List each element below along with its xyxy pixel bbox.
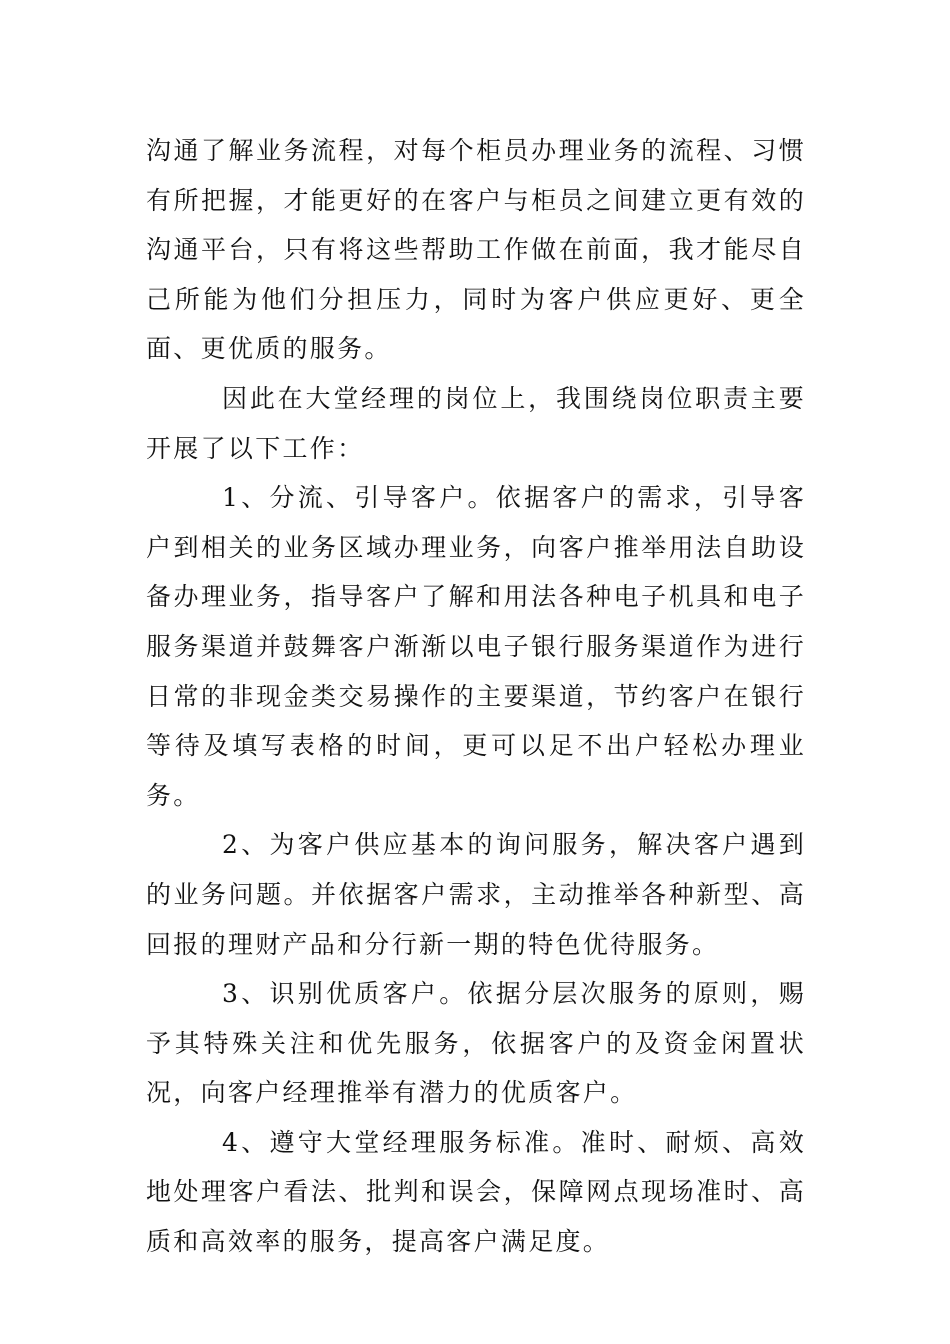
paragraph-continuation: 沟通了解业务流程，对每个柜员办理业务的流程、习惯有所把握，才能更好的在客户与柜员之间建立更有效的沟通平台，只有将这些帮助工作做在前面，我才能尽自己所能为他们分担压力，同时为客户供应更好、更全面、更优质的服务。 — [146, 136, 806, 364]
paragraph-item-3: 3、识别优质客户。依据分层次服务的原则，赐予其特殊关注和优先服务，依据客户的及资金闲置状况，向客户经理推举有潜力的优质客户。 — [146, 979, 806, 1108]
paragraph-item-2: 2、为客户供应基本的询问服务，解决客户遇到的业务问题。并依据客户需求，主动推举各种新型、高回报的理财产品和分行新一期的特色优待服务。 — [146, 830, 806, 959]
paragraph-item-4: 4、遵守大堂经理服务标准。准时、耐烦、高效地处理客户看法、批判和误会，保障网点现场准时、高质和高效率的服务，提高客户满足度。 — [146, 1127, 806, 1257]
paragraph-intro: 因此在大堂经理的岗位上，我围绕岗位职责主要开展了以下工作： — [146, 383, 806, 463]
document-body — [146, 126, 806, 1267]
paragraph-item-1: 1、分流、引导客户。依据客户的需求，引导客户到相关的业务区域办理业务，向客户推举用法自助设备办理业务，指导客户了解和用法各种电子机具和电子服务渠道并鼓舞客户渐渐以电子银行服务渠道作为进行日常的非现金类交易操作的主要渠道，节约客户在银行等待及填写表格的时间，更可以足不出户轻松办理业务。 — [146, 483, 806, 810]
